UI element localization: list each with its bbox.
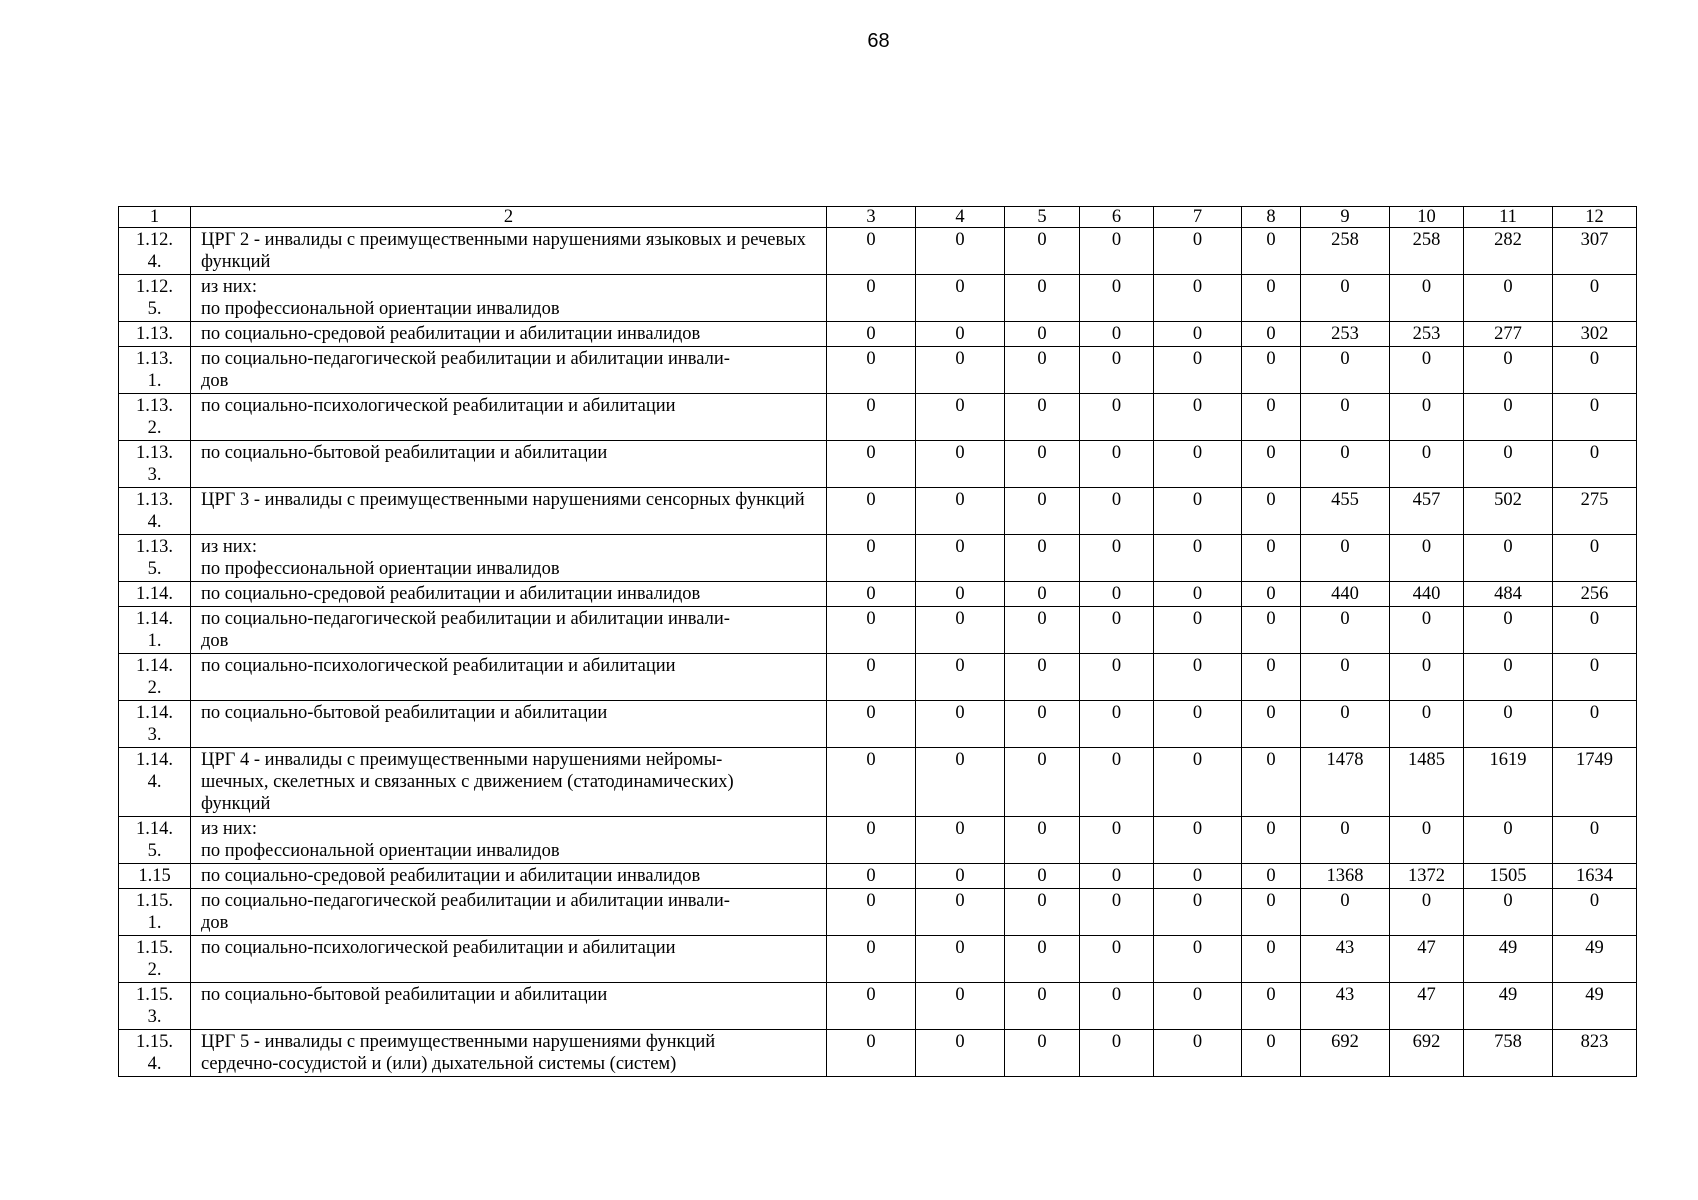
value-cell: 0	[827, 701, 916, 748]
value-cell: 0	[1301, 701, 1390, 748]
row-description: по социально-средовой реабилитации и абилитации инвалидов	[191, 864, 827, 889]
value-cell: 0	[827, 322, 916, 347]
value-cell: 0	[1553, 275, 1637, 322]
value-cell: 0	[1242, 394, 1301, 441]
value-cell: 277	[1464, 322, 1553, 347]
table-row	[119, 748, 1637, 817]
table-row	[119, 1030, 1637, 1077]
table-row	[119, 582, 1637, 607]
value-cell: 0	[1464, 535, 1553, 582]
value-cell: 1485	[1390, 748, 1464, 817]
value-cell: 0	[1464, 275, 1553, 322]
row-code: 1.13. 5.	[119, 535, 191, 582]
column-header: 11	[1464, 207, 1553, 228]
value-cell: 0	[1390, 701, 1464, 748]
value-cell: 0	[1154, 488, 1242, 535]
value-cell: 0	[1553, 607, 1637, 654]
value-cell: 0	[1390, 347, 1464, 394]
value-cell: 0	[1301, 607, 1390, 654]
value-cell: 0	[827, 607, 916, 654]
row-description: по социально-средовой реабилитации и абилитации инвалидов	[191, 582, 827, 607]
table-row	[119, 607, 1637, 654]
value-cell: 0	[1242, 748, 1301, 817]
value-cell: 0	[1301, 535, 1390, 582]
value-cell: 0	[1242, 347, 1301, 394]
value-cell: 0	[1005, 535, 1080, 582]
value-cell: 0	[1242, 488, 1301, 535]
column-header: 7	[1154, 207, 1242, 228]
value-cell: 0	[1005, 817, 1080, 864]
value-cell: 0	[827, 889, 916, 936]
value-cell: 0	[1553, 654, 1637, 701]
value-cell: 0	[1464, 817, 1553, 864]
value-cell: 0	[1154, 275, 1242, 322]
value-cell: 0	[1390, 394, 1464, 441]
row-code: 1.15. 4.	[119, 1030, 191, 1077]
value-cell: 49	[1553, 936, 1637, 983]
value-cell: 0	[916, 983, 1005, 1030]
table-row	[119, 889, 1637, 936]
column-header: 3	[827, 207, 916, 228]
table-body	[119, 207, 1637, 1077]
value-cell: 0	[1390, 441, 1464, 488]
row-code: 1.12. 5.	[119, 275, 191, 322]
table-row	[119, 228, 1637, 275]
value-cell: 692	[1390, 1030, 1464, 1077]
value-cell: 0	[1080, 864, 1154, 889]
value-cell: 0	[1242, 275, 1301, 322]
value-cell: 0	[1301, 275, 1390, 322]
value-cell: 0	[1005, 607, 1080, 654]
value-cell: 253	[1390, 322, 1464, 347]
value-cell: 0	[916, 582, 1005, 607]
value-cell: 0	[916, 394, 1005, 441]
value-cell: 1478	[1301, 748, 1390, 817]
value-cell: 692	[1301, 1030, 1390, 1077]
table-row	[119, 864, 1637, 889]
value-cell: 0	[1005, 889, 1080, 936]
value-cell: 0	[1154, 654, 1242, 701]
value-cell: 0	[1154, 394, 1242, 441]
value-cell: 0	[1553, 441, 1637, 488]
value-cell: 0	[1154, 864, 1242, 889]
table-row	[119, 441, 1637, 488]
value-cell: 0	[1242, 1030, 1301, 1077]
value-cell: 0	[1005, 488, 1080, 535]
value-cell: 0	[1301, 347, 1390, 394]
value-cell: 758	[1464, 1030, 1553, 1077]
value-cell: 275	[1553, 488, 1637, 535]
value-cell: 823	[1553, 1030, 1637, 1077]
value-cell: 0	[1242, 322, 1301, 347]
value-cell: 0	[1080, 347, 1154, 394]
value-cell: 0	[1242, 817, 1301, 864]
table-row	[119, 983, 1637, 1030]
value-cell: 0	[827, 983, 916, 1030]
value-cell: 256	[1553, 582, 1637, 607]
value-cell: 0	[827, 441, 916, 488]
value-cell: 457	[1390, 488, 1464, 535]
value-cell: 258	[1390, 228, 1464, 275]
value-cell: 0	[827, 936, 916, 983]
value-cell: 0	[1154, 322, 1242, 347]
value-cell: 0	[1154, 607, 1242, 654]
value-cell: 0	[1080, 582, 1154, 607]
value-cell: 0	[827, 654, 916, 701]
value-cell: 0	[1553, 535, 1637, 582]
value-cell: 307	[1553, 228, 1637, 275]
table-row	[119, 347, 1637, 394]
table-row	[119, 654, 1637, 701]
value-cell: 47	[1390, 983, 1464, 1030]
data-table	[118, 206, 1637, 1077]
row-code: 1.14.	[119, 582, 191, 607]
value-cell: 0	[916, 535, 1005, 582]
value-cell: 0	[916, 748, 1005, 817]
table-row	[119, 394, 1637, 441]
row-code: 1.14. 5.	[119, 817, 191, 864]
value-cell: 0	[1464, 654, 1553, 701]
value-cell: 0	[1154, 582, 1242, 607]
row-code: 1.13. 2.	[119, 394, 191, 441]
column-header: 12	[1553, 207, 1637, 228]
value-cell: 0	[827, 748, 916, 817]
row-code: 1.15. 2.	[119, 936, 191, 983]
row-code: 1.13. 4.	[119, 488, 191, 535]
value-cell: 0	[1301, 394, 1390, 441]
value-cell: 0	[1242, 983, 1301, 1030]
value-cell: 49	[1464, 983, 1553, 1030]
value-cell: 0	[827, 394, 916, 441]
value-cell: 0	[916, 322, 1005, 347]
value-cell: 0	[1080, 441, 1154, 488]
value-cell: 43	[1301, 936, 1390, 983]
row-code: 1.12. 4.	[119, 228, 191, 275]
row-description: по социально-бытовой реабилитации и абилитации	[191, 701, 827, 748]
value-cell: 0	[1154, 535, 1242, 582]
value-cell: 0	[1390, 654, 1464, 701]
row-code: 1.13.	[119, 322, 191, 347]
row-description: из них: по профессиональной ориентации инвалидов	[191, 535, 827, 582]
value-cell: 0	[1154, 228, 1242, 275]
value-cell: 0	[916, 441, 1005, 488]
value-cell: 0	[916, 488, 1005, 535]
value-cell: 49	[1464, 936, 1553, 983]
row-code: 1.15	[119, 864, 191, 889]
value-cell: 0	[916, 275, 1005, 322]
value-cell: 0	[1005, 864, 1080, 889]
value-cell: 484	[1464, 582, 1553, 607]
value-cell: 0	[1464, 347, 1553, 394]
value-cell: 0	[1242, 889, 1301, 936]
value-cell: 0	[827, 864, 916, 889]
value-cell: 0	[1154, 983, 1242, 1030]
value-cell: 0	[1154, 701, 1242, 748]
value-cell: 0	[1005, 228, 1080, 275]
row-code: 1.14. 4.	[119, 748, 191, 817]
value-cell: 1619	[1464, 748, 1553, 817]
value-cell: 0	[1242, 582, 1301, 607]
value-cell: 0	[1080, 1030, 1154, 1077]
header-row	[119, 207, 1637, 228]
value-cell: 1372	[1390, 864, 1464, 889]
value-cell: 0	[916, 817, 1005, 864]
value-cell: 0	[1080, 936, 1154, 983]
table-row	[119, 488, 1637, 535]
row-description: из них: по профессиональной ориентации инвалидов	[191, 275, 827, 322]
value-cell: 0	[1005, 1030, 1080, 1077]
value-cell: 0	[916, 607, 1005, 654]
row-description: из них: по профессиональной ориентации инвалидов	[191, 817, 827, 864]
value-cell: 0	[1242, 936, 1301, 983]
table-row	[119, 817, 1637, 864]
value-cell: 0	[1080, 701, 1154, 748]
value-cell: 0	[1005, 654, 1080, 701]
row-description: ЦРГ 5 - инвалиды с преимущественными нарушениями функций сердечно-сосудистой и (или) дыхательной системы (систем)	[191, 1030, 827, 1077]
row-code: 1.13. 1.	[119, 347, 191, 394]
value-cell: 0	[1005, 275, 1080, 322]
value-cell: 282	[1464, 228, 1553, 275]
value-cell: 47	[1390, 936, 1464, 983]
row-description: ЦРГ 4 - инвалиды с преимущественными нарушениями нейромы- шечных, скелетных и связанных с движением (статодинамических) функций	[191, 748, 827, 817]
value-cell: 0	[916, 1030, 1005, 1077]
value-cell: 1634	[1553, 864, 1637, 889]
value-cell: 0	[1301, 654, 1390, 701]
row-description: по социально-средовой реабилитации и абилитации инвалидов	[191, 322, 827, 347]
row-description: по социально-педагогической реабилитации и абилитации инвали- дов	[191, 607, 827, 654]
value-cell: 0	[1464, 607, 1553, 654]
value-cell: 0	[1080, 275, 1154, 322]
value-cell: 302	[1553, 322, 1637, 347]
value-cell: 0	[1242, 654, 1301, 701]
value-cell: 0	[1242, 441, 1301, 488]
value-cell: 49	[1553, 983, 1637, 1030]
value-cell: 0	[1080, 488, 1154, 535]
row-description: по социально-психологической реабилитации и абилитации	[191, 936, 827, 983]
value-cell: 0	[916, 936, 1005, 983]
value-cell: 0	[827, 535, 916, 582]
column-header: 6	[1080, 207, 1154, 228]
value-cell: 0	[916, 701, 1005, 748]
value-cell: 0	[1080, 607, 1154, 654]
row-description: по социально-бытовой реабилитации и абилитации	[191, 441, 827, 488]
row-code: 1.15. 3.	[119, 983, 191, 1030]
column-header: 10	[1390, 207, 1464, 228]
value-cell: 0	[1464, 889, 1553, 936]
row-code: 1.14. 3.	[119, 701, 191, 748]
page-number: 68	[867, 30, 890, 52]
value-cell: 0	[1080, 889, 1154, 936]
value-cell: 0	[1553, 817, 1637, 864]
value-cell: 0	[827, 817, 916, 864]
value-cell: 0	[1390, 889, 1464, 936]
value-cell: 0	[916, 228, 1005, 275]
row-description: ЦРГ 2 - инвалиды с преимущественными нарушениями языковых и речевых функций	[191, 228, 827, 275]
value-cell: 0	[1005, 983, 1080, 1030]
row-code: 1.14. 1.	[119, 607, 191, 654]
value-cell: 502	[1464, 488, 1553, 535]
row-description: ЦРГ 3 - инвалиды с преимущественными нарушениями сенсорных функций	[191, 488, 827, 535]
value-cell: 0	[1154, 347, 1242, 394]
value-cell: 0	[1005, 748, 1080, 817]
value-cell: 0	[1553, 889, 1637, 936]
value-cell: 0	[1464, 701, 1553, 748]
value-cell: 0	[1242, 607, 1301, 654]
value-cell: 0	[916, 864, 1005, 889]
value-cell: 0	[827, 582, 916, 607]
value-cell: 0	[1080, 535, 1154, 582]
value-cell: 0	[1154, 936, 1242, 983]
row-code: 1.14. 2.	[119, 654, 191, 701]
value-cell: 0	[1005, 322, 1080, 347]
column-header: 5	[1005, 207, 1080, 228]
value-cell: 455	[1301, 488, 1390, 535]
value-cell: 0	[1242, 228, 1301, 275]
row-description: по социально-психологической реабилитации и абилитации	[191, 654, 827, 701]
value-cell: 0	[1005, 582, 1080, 607]
row-description: по социально-педагогической реабилитации и абилитации инвали- дов	[191, 889, 827, 936]
value-cell: 440	[1390, 582, 1464, 607]
value-cell: 1368	[1301, 864, 1390, 889]
column-header: 1	[119, 207, 191, 228]
value-cell: 0	[1553, 701, 1637, 748]
value-cell: 0	[916, 347, 1005, 394]
value-cell: 0	[1464, 441, 1553, 488]
value-cell: 0	[1080, 228, 1154, 275]
value-cell: 0	[1464, 394, 1553, 441]
column-header: 2	[191, 207, 827, 228]
value-cell: 0	[1301, 889, 1390, 936]
row-code: 1.13. 3.	[119, 441, 191, 488]
row-description: по социально-психологической реабилитации и абилитации	[191, 394, 827, 441]
value-cell: 0	[1390, 817, 1464, 864]
value-cell: 0	[1080, 817, 1154, 864]
value-cell: 0	[1154, 889, 1242, 936]
row-description: по социально-бытовой реабилитации и абилитации	[191, 983, 827, 1030]
column-header: 8	[1242, 207, 1301, 228]
value-cell: 0	[1242, 701, 1301, 748]
table-row	[119, 535, 1637, 582]
table-row	[119, 275, 1637, 322]
value-cell: 0	[1080, 983, 1154, 1030]
value-cell: 0	[1553, 394, 1637, 441]
value-cell: 0	[827, 275, 916, 322]
value-cell: 0	[1154, 748, 1242, 817]
value-cell: 0	[916, 654, 1005, 701]
value-cell: 0	[1390, 607, 1464, 654]
value-cell: 0	[827, 488, 916, 535]
value-cell: 1505	[1464, 864, 1553, 889]
column-header: 4	[916, 207, 1005, 228]
value-cell: 0	[827, 347, 916, 394]
value-cell: 0	[1080, 654, 1154, 701]
table-row	[119, 936, 1637, 983]
value-cell: 0	[1390, 535, 1464, 582]
value-cell: 0	[1080, 394, 1154, 441]
value-cell: 0	[1005, 441, 1080, 488]
value-cell: 440	[1301, 582, 1390, 607]
table-row	[119, 322, 1637, 347]
value-cell: 0	[1005, 347, 1080, 394]
value-cell: 0	[1301, 441, 1390, 488]
value-cell: 0	[916, 889, 1005, 936]
value-cell: 0	[1005, 394, 1080, 441]
value-cell: 0	[827, 228, 916, 275]
value-cell: 0	[1080, 748, 1154, 817]
value-cell: 0	[1553, 347, 1637, 394]
value-cell: 0	[1154, 441, 1242, 488]
value-cell: 0	[1080, 322, 1154, 347]
row-description: по социально-педагогической реабилитации и абилитации инвали- дов	[191, 347, 827, 394]
value-cell: 0	[1242, 535, 1301, 582]
value-cell: 43	[1301, 983, 1390, 1030]
column-header: 9	[1301, 207, 1390, 228]
table-row	[119, 701, 1637, 748]
value-cell: 0	[1154, 1030, 1242, 1077]
value-cell: 0	[1005, 936, 1080, 983]
value-cell: 253	[1301, 322, 1390, 347]
value-cell: 0	[1242, 864, 1301, 889]
value-cell: 0	[1005, 701, 1080, 748]
value-cell: 0	[1390, 275, 1464, 322]
value-cell: 258	[1301, 228, 1390, 275]
row-code: 1.15. 1.	[119, 889, 191, 936]
value-cell: 1749	[1553, 748, 1637, 817]
value-cell: 0	[827, 1030, 916, 1077]
value-cell: 0	[1301, 817, 1390, 864]
value-cell: 0	[1154, 817, 1242, 864]
